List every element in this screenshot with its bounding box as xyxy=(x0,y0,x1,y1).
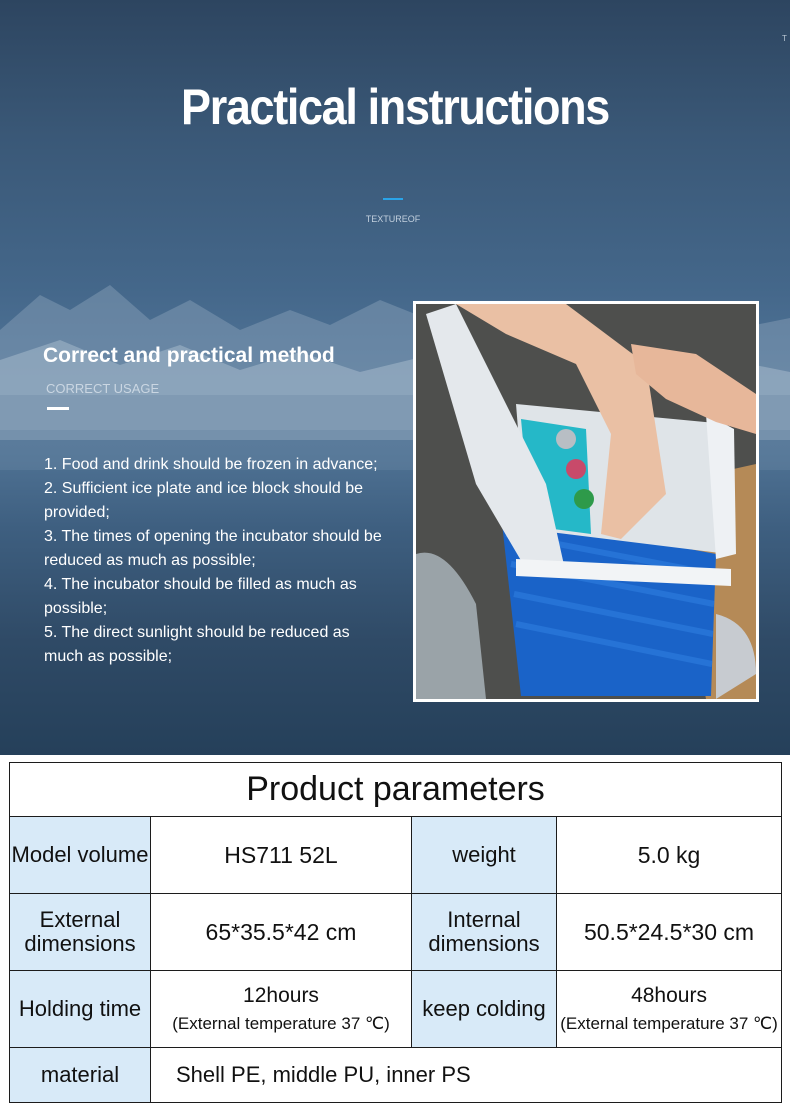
table-row xyxy=(10,894,782,971)
keep-colding-note: (External temperature 37 ℃) xyxy=(560,1014,778,1033)
corner-mark: T xyxy=(782,34,787,43)
holding-time-note: (External temperature 37 ℃) xyxy=(172,1014,390,1033)
method-divider xyxy=(47,407,69,410)
holding-time-label: Holding time xyxy=(10,971,151,1048)
usage-step: 3. The times of opening the incubator should be reduced as much as possible; xyxy=(44,528,382,569)
model-volume-label: Model volume xyxy=(10,817,151,894)
keep-colding-cell xyxy=(557,971,782,1048)
title-subtitle: TEXTUREOF xyxy=(365,214,421,224)
table-row xyxy=(10,971,782,1048)
internal-dimensions-value: 50.5*24.5*30 cm xyxy=(557,894,782,971)
parameters-title: Product parameters xyxy=(10,763,782,817)
material-value: Shell PE, middle PU, inner PS xyxy=(151,1048,782,1103)
usage-step: 2. Sufficient ice plate and ice block should be provided; xyxy=(44,480,364,521)
usage-step: 5. The direct sunlight should be reduced as much as possible; xyxy=(44,624,350,665)
page-title: Practical instructions xyxy=(181,79,609,135)
method-subheading: CORRECT USAGE xyxy=(46,381,160,396)
material-label: material xyxy=(10,1048,151,1103)
weight-label: weight xyxy=(412,817,557,894)
title-accent-bar xyxy=(383,198,403,200)
cooler-photo xyxy=(413,301,759,702)
usage-steps xyxy=(44,453,384,669)
model-volume-value: HS711 52L xyxy=(151,817,412,894)
holding-time-value: 12hours xyxy=(243,984,319,1007)
keep-colding-label: keep colding xyxy=(412,971,557,1048)
method-heading: Correct and practical method xyxy=(43,344,335,367)
external-dimensions-value: 65*35.5*42 cm xyxy=(151,894,412,971)
weight-value: 5.0 kg xyxy=(557,817,782,894)
cooler-illustration xyxy=(416,304,756,699)
holding-time-cell xyxy=(151,971,412,1048)
usage-step: 1. Food and drink should be frozen in advance; xyxy=(44,456,378,473)
internal-dimensions-label: Internal dimensions xyxy=(412,894,557,971)
usage-step: 4. The incubator should be filled as much as possible; xyxy=(44,576,357,617)
table-row xyxy=(10,1048,782,1103)
keep-colding-value: 48hours xyxy=(631,984,707,1007)
table-row xyxy=(10,817,782,894)
product-parameters-table xyxy=(9,762,782,1103)
external-dimensions-label: External dimensions xyxy=(10,894,151,971)
